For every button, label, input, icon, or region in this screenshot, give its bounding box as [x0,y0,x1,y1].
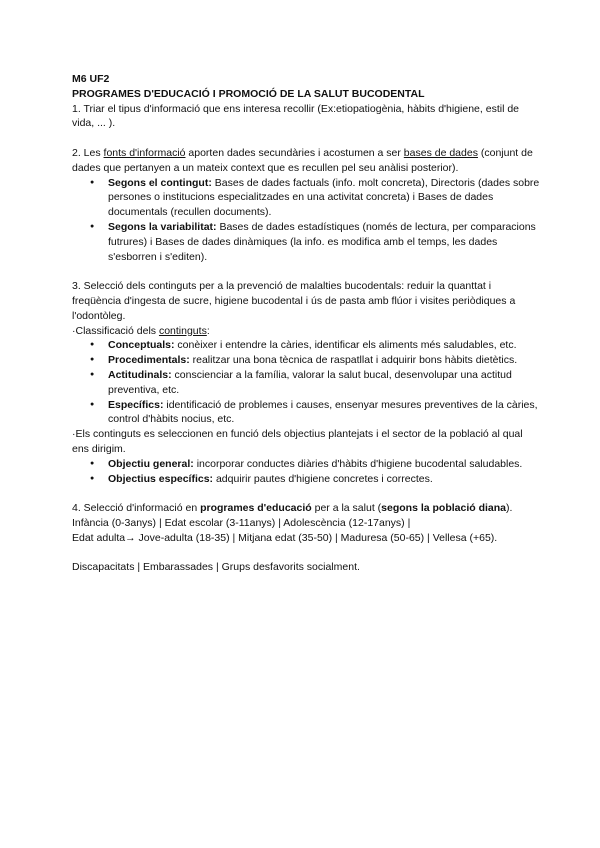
document-title: PROGRAMES D'EDUCACIÓ I PROMOCIÓ DE LA SALUT BUCODENTAL [72,87,425,100]
link-bases-de-dades: bases de dades [403,146,478,159]
population-line-2: Edat adulta→ Jove-adulta (18-35) | Mitjana edat (35-50) | Maduresa (50-65) | Vellesa (+65). [72,531,498,544]
section-4-intro: 4. Selecció d'informació en programes d'educació per a la salut (segons la població diana). [72,502,513,515]
list-item: ● Procedimentals: realitzar una bona tècnica de raspatllat i adquirir bons hàbits dietètics. [72,353,540,368]
section-1: 1. Triar el tipus d'informació que ens interesa recollir (Ex:etiopatiogènia, hàbits d'higiene, estil de vida, ... ). [72,102,520,130]
population-line-3: Discapacitats | Embarassades | Grups desfavorits socialment. [72,561,360,574]
list-item: ● Conceptuals: conèixer i entendre la càries, identificar els aliments més saludables, etc. [72,338,540,353]
section-2-intro: 2. Les fonts d'informació aporten dades secundàries i acostumen a ser bases de dades (conjunt de dades que pertanyen a un mateix context que es recullen pel seu anàlisi posterior). [72,146,533,174]
content-types-list [72,338,540,427]
section-2-list [72,176,540,265]
list-item: ● Segons el contingut: Bases de dades factuals (info. molt concreta), Directoris (dades sobre persones o institucions especialitzades en una activitat concreta) i Bases de dades documentals (recullen documents). [72,176,540,220]
classification-heading: ·Classificació dels continguts: [72,324,210,337]
population-line-1: Infància (0-3anys) | Edat escolar (3-11anys) | Adolescència (12-17anys) | [72,516,411,529]
list-item: ● Objectiu general: incorporar conductes diàries d'hàbits d'higiene bucodental saludables. [72,457,540,472]
list-item: ● Segons la variabilitat: Bases de dades estadístiques (només de lectura, per comparacions futrures) i Bases de dades dinàmiques (la info. es modifica amb el temps, les dades s'esborren i s'editen). [72,220,540,264]
link-continguts: continguts [158,324,207,337]
objectives-list [72,457,540,487]
list-item: ● Actitudinals: conscienciar a la família, valorar la salut bucal, desenvolupar una actitud preventiva, etc. [72,368,540,398]
list-item: ● Objectius específics: adquirir pautes d'higiene concretes i correctes. [72,472,540,487]
objectives-intro: ·Els continguts es seleccionen en funció dels objectius plantejats i el sector de la població al qual ens dirigim. [72,428,523,455]
section-3-intro: 3. Selecció dels continguts per a la prevenció de malalties bucodentals: reduir la quanttat i freqüència d'ingesta de sucre, higiene bucodental i ús de pasta amb flúor i visites periòdiques a l'odontòleg. [72,280,516,322]
list-item: ● Específics: identificació de problemes i causes, ensenyar mesures preventives de la càries, control d'hàbits nocius, etc. [72,398,540,428]
module-code: M6 UF2 [72,73,110,85]
link-fonts-informacio: fonts d'informació [103,146,186,159]
